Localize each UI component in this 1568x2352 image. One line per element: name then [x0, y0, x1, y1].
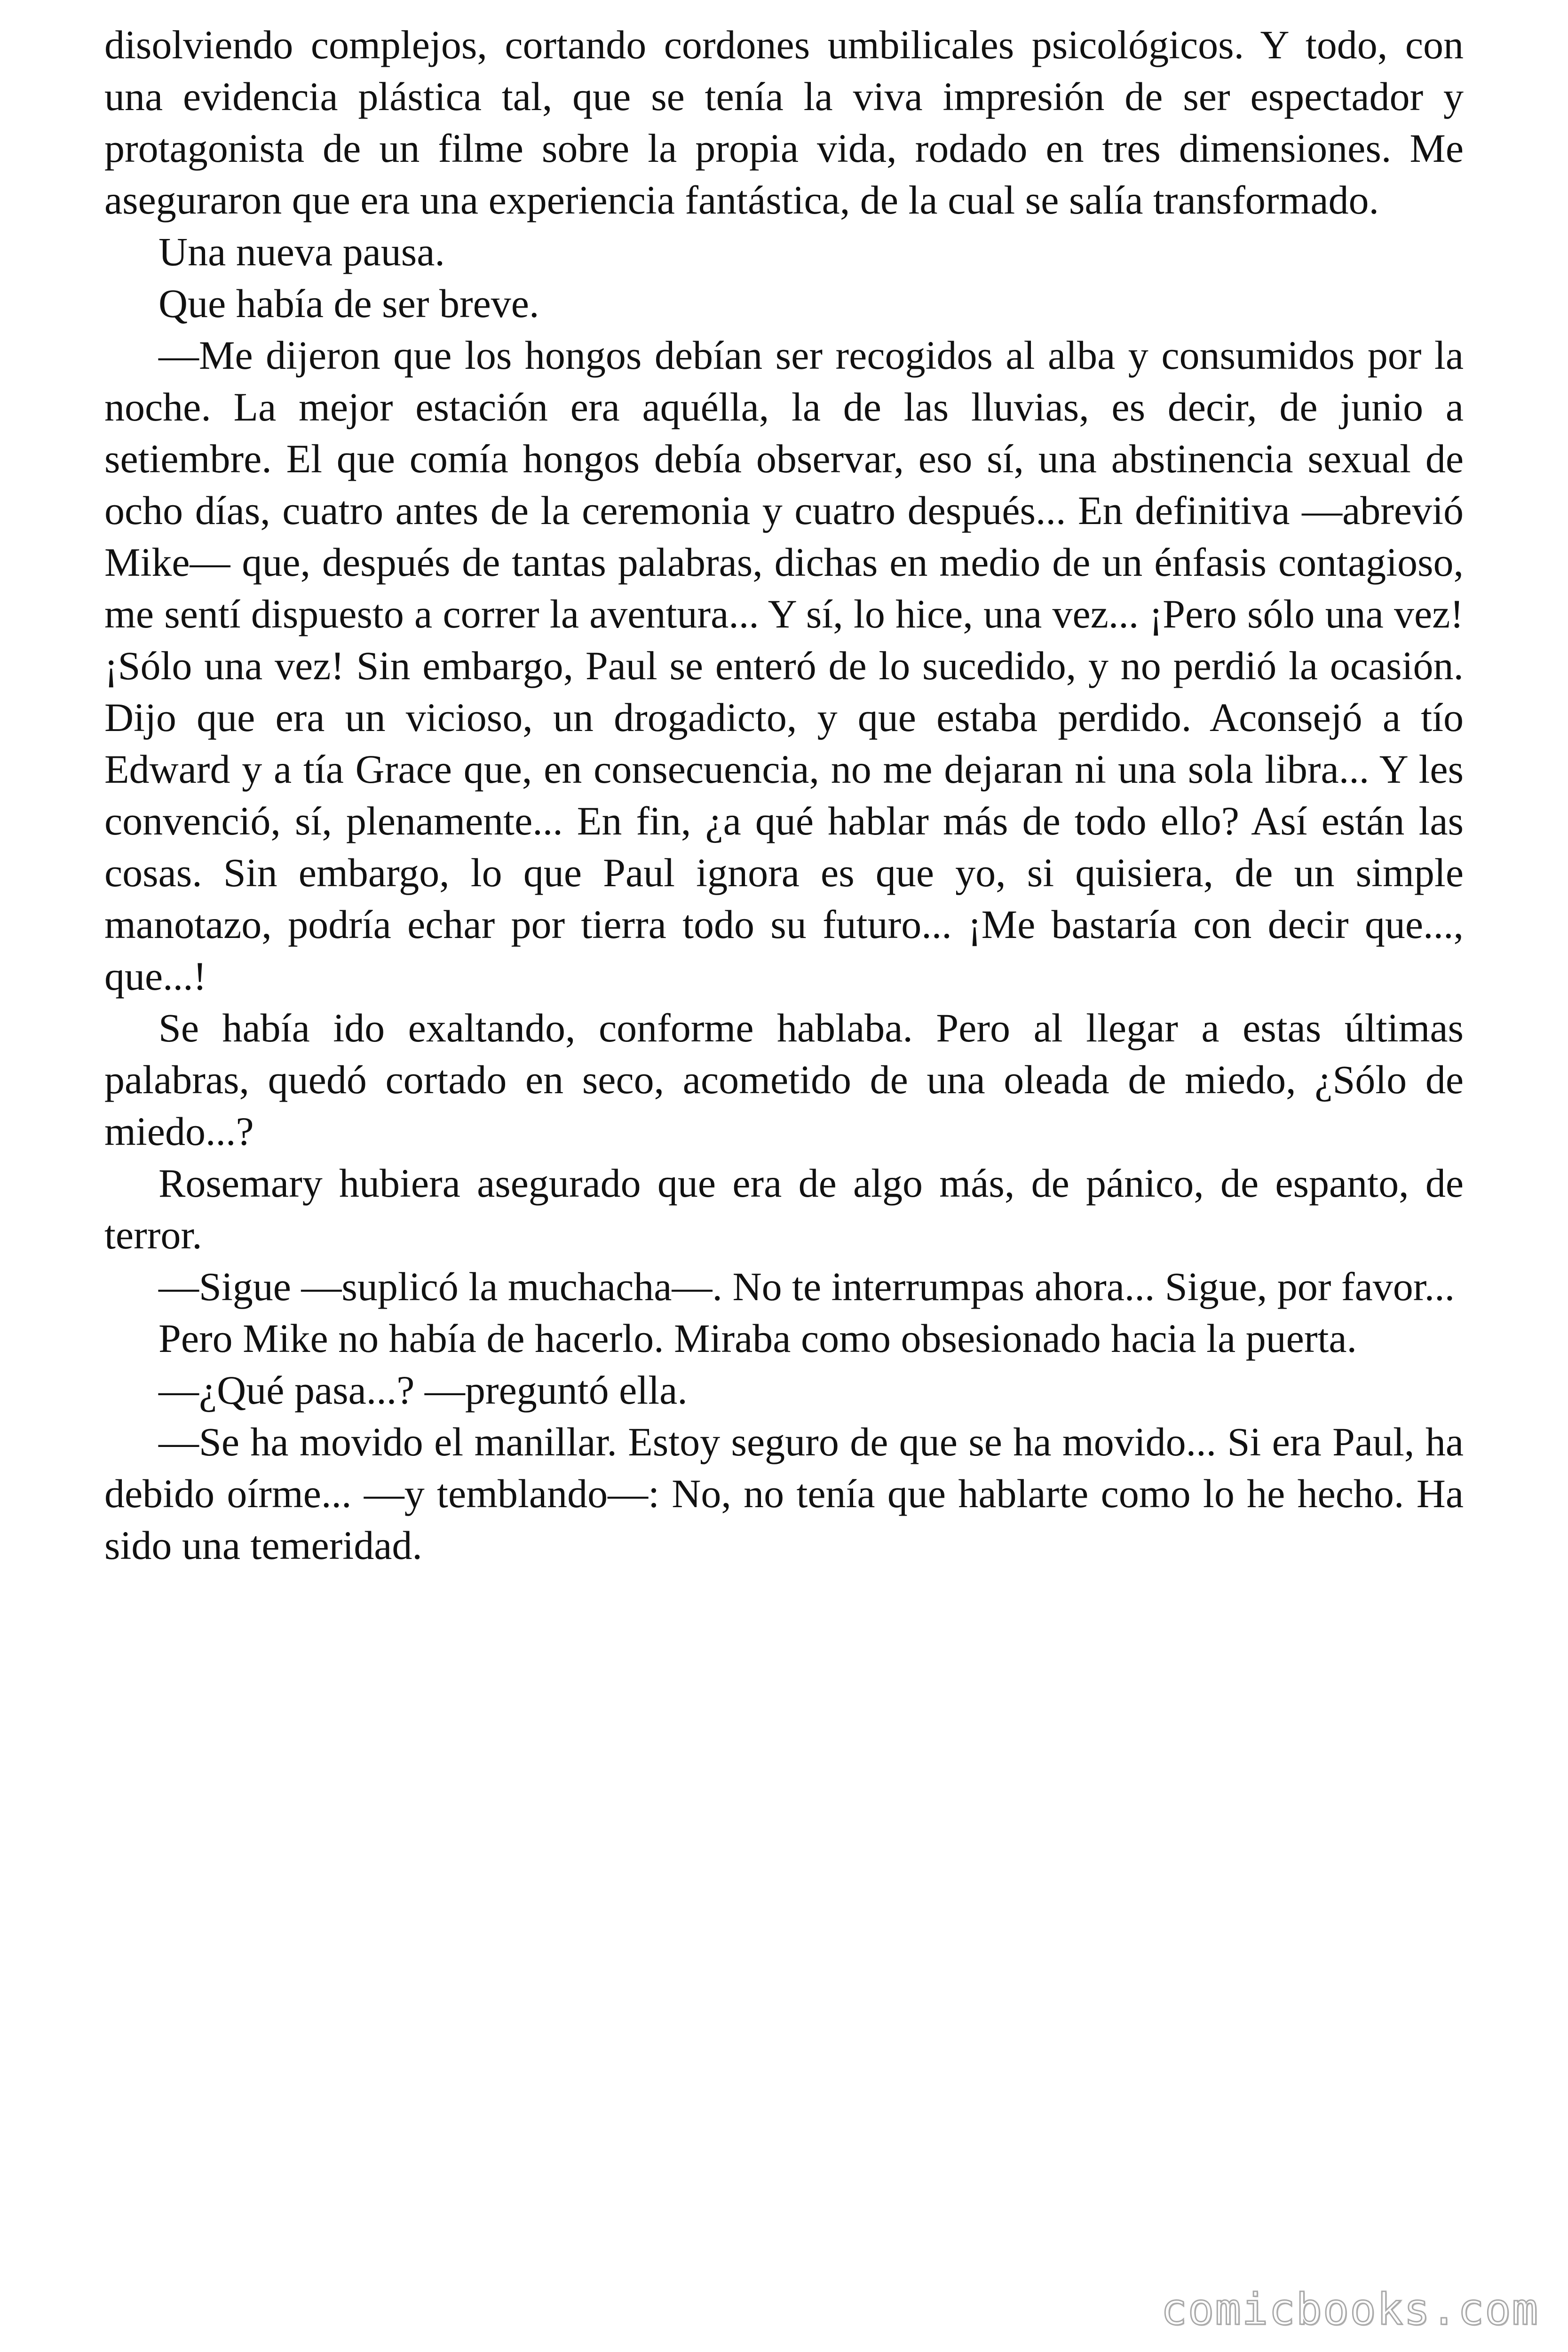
paragraph: —¿Qué pasa...? —preguntó ella. — [158, 1367, 688, 1413]
paragraph: —Sigue —suplicó la muchacha—. No te interrumpas ahora... Sigue, por favor... — [158, 1264, 1455, 1309]
paragraph-continued: disolviendo complejos, cortando cordones umbilicales psicológicos. Y todo, con una evidencia plástica tal, que se tenía la viva impresión de ser espectador y protagonista de un filme sobre la propia vida, rodado en tres dimensiones. Me aseguraron que era una experiencia fantástica, de la cual se salía transformado. — [104, 22, 1464, 222]
paragraph: —Se ha movido el manillar. Estoy seguro de que se ha movido... Si era Paul, ha debido oírme... —y temblando—: No, no tenía que hablarte como lo he hecho. Ha sido una temeridad. — [104, 1419, 1464, 1568]
paragraph: —Me dijeron que los hongos debían ser recogidos al alba y consumidos por la noche. La mejor estación era aquélla, la de las lluvias, es decir, de junio a setiembre. El que comía hongos debía observar, eso sí, una abstinencia sexual de ocho días, cuatro antes de la ceremonia y cuatro después... En definitiva —abrevió Mike— que, después de tantas palabras, dichas en medio de un énfasis contagioso, me sentí dispuesto a correr la aventura... Y sí, lo hice, una vez... ¡Pero sólo una vez! ¡Sólo una vez! Sin embargo, Paul se enteró de lo sucedido, y no perdió la ocasión. Dijo que era un vicioso, un drogadicto, y que estaba perdido. Aconsejó a tío Edward y a tía Grace que, en consecuencia, no me dejaran ni una sola libra... Y les convenció, sí, plenamente... En fin, ¿a qué hablar más de todo ello? Así están las cosas. Sin embargo, lo que Paul ignora es que yo, si quisiera, de un simple manotazo, podría echar por tierra todo su futuro... ¡Me bastaría con decir que..., que...! — [104, 333, 1464, 999]
body-text — [104, 19, 1464, 1571]
paragraph: Se había ido exaltando, conforme hablaba. Pero al llegar a estas últimas palabras, quedó cortado en seco, acometido de una oleada de miedo, ¿Sólo de miedo...? — [104, 1005, 1464, 1154]
paragraph: Que había de ser breve. — [158, 281, 539, 326]
paragraph: Pero Mike no había de hacerlo. Miraba como obsesionado hacia la puerta. — [158, 1316, 1357, 1361]
paragraph: Una nueva pausa. — [158, 229, 445, 274]
paragraph: Rosemary hubiera asegurado que era de algo más, de pánico, de espanto, de terror. — [104, 1160, 1464, 1257]
watermark: comicbooks.com — [1161, 2284, 1539, 2335]
